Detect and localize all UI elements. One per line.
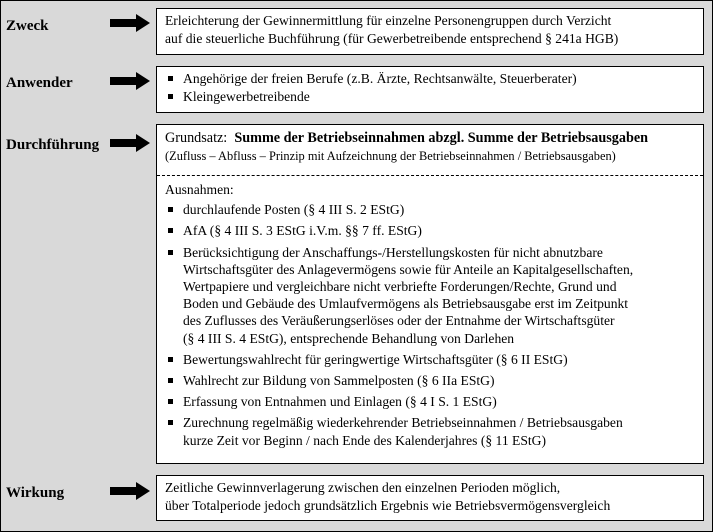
ausnahme-line: Wahlrecht zur Bildung von Sammelposten (§ 6 IIa EStG) [183, 373, 495, 389]
grundsatz-section [157, 125, 703, 175]
box-durchfuehrung [156, 124, 704, 464]
ausnahme-item [165, 201, 695, 218]
anwender-list [165, 70, 695, 105]
ausnahmen-label: Ausnahmen: [165, 182, 234, 197]
arrow-right-icon [110, 72, 150, 90]
grundsatz-note: (Zufluss – Abfluss – Prinzip mit Aufzeichnung der Betriebseinnahmen / Betriebsausgaben) [165, 148, 616, 163]
grundsatz-label: Grundsatz: [165, 130, 228, 146]
ausnahme-line: durchlaufende Posten (§ 4 III S. 2 EStG) [183, 202, 405, 218]
ausnahme-line: Bewertungswahlrecht für geringwertige Wirtschaftsgüter (§ 6 II EStG) [183, 351, 568, 367]
ausnahmen-section [157, 176, 703, 449]
grundsatz-text: Summe der Betriebseinnahmen abzgl. Summe der Betriebsausgaben [234, 130, 649, 146]
ausnahmen-list [165, 201, 695, 449]
ausnahme-item [165, 244, 695, 347]
ausnahme-line: Boden und Gebäude des Umlaufvermögens als Betriebsausgabe erst im Zeitpunkt [183, 296, 629, 312]
ausnahme-line: Berücksichtigung der Anschaffungs-/Herstellungskosten für nicht abnutzbare [183, 244, 603, 260]
wirkung-line: Zeitliche Gewinnverlagerung zwischen den einzelnen Perioden möglich, [165, 480, 561, 495]
box-zweck [156, 8, 704, 55]
wirkung-line: über Totalperiode jedoch grundsätzlich Ergebnis wie Betriebsvermögensvergleich [165, 497, 611, 513]
arrow-right-icon [110, 134, 150, 152]
ausnahme-line: AfA (§ 4 III S. 3 EStG i.V.m. §§ 7 ff. EStG) [183, 223, 422, 239]
list-item: Angehörige der freien Berufe (z.B. Ärzte, Rechtsanwälte, Steuerberater) [165, 70, 695, 88]
label-zweck: Zweck [6, 18, 49, 34]
ausnahme-item [165, 351, 695, 368]
ausnahme-item [165, 393, 695, 410]
ausnahme-line: des Zuflusses des Veräußerungserlöses oder der Entnahme der Wirtschaftsgüter [183, 313, 615, 329]
ausnahme-line: Wertpapiere und vergleichbare nicht verbriefte Forderungen/Rechte, Grund und [183, 279, 617, 295]
list-item: Kleingewerbetreibende [165, 88, 695, 106]
ausnahme-line: (§ 4 III S. 4 EStG), entsprechende Behandlung von Darlehen [183, 330, 515, 346]
ausnahme-item [165, 222, 695, 239]
box-anwender [156, 66, 704, 113]
ausnahme-line: kurze Zeit vor Beginn / nach Ende des Kalenderjahres (§ 11 EStG) [183, 432, 547, 448]
ausnahme-item [165, 414, 695, 448]
grundsatz-line [165, 130, 695, 148]
label-wirkung: Wirkung [6, 485, 65, 501]
ausnahme-line: Wirtschaftsgüter des Anlagevermögens sowie für Anteile an Kapitalgesellschaften, [183, 261, 634, 277]
ausnahme-item [165, 372, 695, 389]
ausnahme-line: Zurechnung regelmäßig wiederkehrender Betriebseinnahmen / Betriebsausgaben [183, 415, 623, 431]
label-anwender: Anwender [6, 75, 73, 91]
zweck-line: Erleichterung der Gewinnermittlung für einzelne Personengruppen durch Verzicht [165, 13, 612, 28]
arrow-right-icon [110, 482, 150, 500]
box-wirkung [156, 475, 704, 521]
label-durchfuehrung: Durchführung [6, 137, 100, 153]
arrow-right-icon [110, 14, 150, 32]
zweck-line: auf die steuerliche Buchführung (für Gewerbetreibende entsprechend § 241a HGB) [165, 30, 619, 46]
ausnahme-line: Erfassung von Entnahmen und Einlagen (§ 4 I S. 1 EStG) [183, 394, 497, 410]
